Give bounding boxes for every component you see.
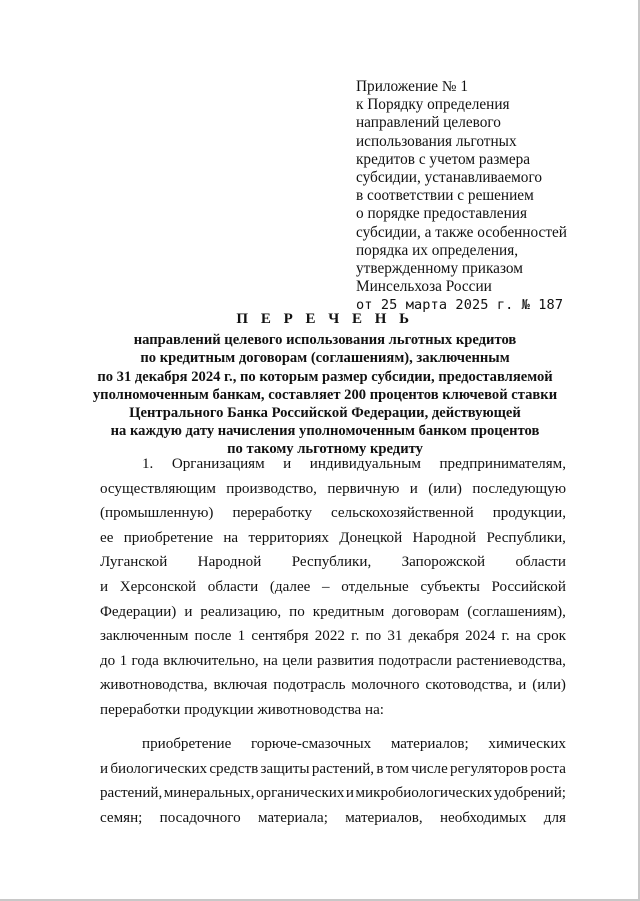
- text-line: [100, 806, 566, 831]
- word: посадочного: [159, 809, 241, 826]
- word: производство,: [226, 480, 317, 497]
- word: на: [223, 529, 239, 546]
- word: включая: [213, 677, 268, 694]
- word: продукции,: [492, 505, 566, 522]
- word: семян;: [100, 809, 143, 826]
- word: и: [100, 760, 109, 777]
- word: сентября: [251, 628, 309, 645]
- word: приобретение: [123, 529, 214, 546]
- word: Республики,: [486, 529, 566, 546]
- word: г.: [501, 628, 510, 645]
- text-line: [100, 732, 566, 757]
- word: года: [131, 652, 159, 669]
- word: г.: [351, 628, 360, 645]
- word: переработку: [232, 505, 312, 522]
- text-line: [100, 550, 566, 575]
- word: Организациям: [171, 456, 265, 472]
- title-line: Центрального Банка Российской Федерации, действующей: [129, 405, 521, 422]
- word: Народной: [412, 529, 477, 546]
- word: включительно,: [163, 652, 259, 669]
- word: скотоводства,: [425, 677, 513, 694]
- word: отдельные: [341, 578, 409, 595]
- word: (или): [532, 677, 566, 694]
- word: 2022: [314, 628, 345, 645]
- word: цели: [282, 652, 313, 669]
- word: и: [409, 480, 418, 497]
- appendix-line: порядка их определения,: [356, 241, 519, 259]
- word: Республики,: [291, 554, 372, 571]
- text-line: [100, 600, 566, 625]
- word: удобрений;: [493, 785, 566, 802]
- title-line: по 31 декабря 2024 г., по которым размер субсидии, предоставляемой: [97, 368, 553, 385]
- word: и: [518, 677, 527, 694]
- word: Луганской: [100, 554, 168, 571]
- word: Народной: [197, 554, 262, 571]
- text-line: [100, 698, 566, 723]
- appendix-line: к Порядку определения: [356, 96, 510, 114]
- appendix-line: кредитов с учетом размера: [356, 150, 531, 168]
- appendix-order-date-number: от 25 марта 2025 г. № 187: [356, 297, 564, 314]
- word: том: [385, 760, 409, 777]
- word: осуществляющим: [100, 480, 216, 497]
- word: декабря: [408, 628, 459, 645]
- word: 1.: [142, 456, 154, 472]
- word: последующую: [472, 480, 566, 497]
- word: срок: [536, 628, 566, 645]
- appendix-line: субсидии, а также особенностей: [356, 223, 567, 241]
- appendix-line: о порядке предоставления: [356, 205, 527, 223]
- word: развития: [317, 652, 375, 669]
- word: 1: [119, 652, 128, 669]
- text-line: [100, 477, 566, 502]
- word: числе: [411, 760, 448, 777]
- word: молочного: [351, 677, 420, 694]
- word: индивидуальным: [309, 456, 421, 472]
- word: биологических: [110, 760, 208, 777]
- word: –: [322, 578, 330, 595]
- word: подотрасли: [378, 652, 452, 669]
- text-line: [100, 575, 566, 600]
- word: области: [207, 578, 259, 595]
- text-line: [100, 781, 566, 806]
- word: Российской: [491, 578, 566, 595]
- word: и: [345, 785, 354, 802]
- word: минеральных,: [163, 785, 255, 802]
- word: приобретение: [142, 736, 232, 752]
- text-line: [100, 649, 566, 674]
- word: заключенным: [100, 628, 189, 645]
- word: кредитным: [312, 603, 385, 620]
- word: ее: [100, 529, 114, 546]
- title-line: на каждую дату начисления уполномоченным банком процентов: [110, 423, 540, 440]
- paragraph-2: [100, 732, 566, 830]
- word: на: [263, 652, 278, 669]
- word: Херсонской: [119, 578, 197, 595]
- word: договорам: [392, 603, 460, 620]
- word: (промышленную): [100, 505, 214, 522]
- text-line: [100, 452, 566, 477]
- word: первичную: [327, 480, 400, 497]
- word: на: [515, 628, 531, 645]
- paragraph-1: [100, 452, 566, 723]
- appendix-line: утвержденному приказом: [356, 260, 523, 278]
- title-line: уполномоченным банкам, составляет 200 процентов ключевой ставки: [92, 386, 558, 403]
- word: Федерации): [100, 603, 177, 620]
- text-line: [100, 673, 566, 698]
- word: реализацию,: [200, 603, 282, 620]
- appendix-header: [356, 78, 616, 315]
- appendix-line: в соответствии с решением: [356, 187, 534, 205]
- word: (или): [428, 480, 462, 497]
- word: микробиологических: [355, 785, 493, 802]
- document-title: [90, 310, 560, 459]
- title-line: по такому льготному кредиту: [227, 441, 423, 458]
- word: по: [365, 628, 382, 645]
- word: горюче-смазочных: [250, 736, 372, 752]
- word: 2024: [465, 628, 496, 645]
- appendix-line: Минсельхоза России: [356, 278, 492, 296]
- word: (соглашениям),: [467, 603, 566, 620]
- word: растений,: [100, 785, 163, 802]
- word: животноводства,: [100, 677, 208, 694]
- title-line: направлений целевого использования льготных кредитов: [133, 332, 517, 349]
- word: и: [283, 456, 292, 472]
- appendix-line: направлений целевого: [356, 114, 501, 132]
- text-line: [100, 757, 566, 782]
- text-line: [100, 526, 566, 551]
- appendix-line: субсидии, устанавливаемого: [356, 169, 542, 187]
- word: для: [543, 809, 566, 826]
- text-line: [100, 501, 566, 526]
- word: растениеводства,: [456, 652, 566, 669]
- word: защиты: [260, 760, 310, 777]
- word: органических: [255, 785, 345, 802]
- word: растений,: [311, 760, 375, 777]
- title-heading: П Е Р Е Ч Е Н Ь: [236, 311, 414, 327]
- word: после: [194, 628, 232, 645]
- word: по: [289, 603, 305, 620]
- text-line: [100, 624, 566, 649]
- word: материалов,: [345, 809, 423, 826]
- word: области: [515, 554, 566, 571]
- word: и: [184, 603, 193, 620]
- word: Запорожской: [401, 554, 486, 571]
- word: материала;: [257, 809, 328, 826]
- title-line: по кредитным договорам (соглашениям), заключенным: [140, 350, 510, 367]
- appendix-line: использования льготных: [356, 132, 517, 150]
- word: предпринимателям,: [439, 456, 566, 472]
- word: территориях: [248, 529, 329, 546]
- word: до: [100, 652, 116, 669]
- appendix-line: Приложение № 1: [356, 78, 468, 95]
- word: и: [100, 578, 109, 595]
- word: в: [376, 760, 384, 777]
- word: средств: [209, 760, 259, 777]
- word: регуляторов: [450, 760, 529, 777]
- word: химических: [488, 736, 566, 752]
- word: Донецкой: [339, 529, 403, 546]
- word: субъекты: [420, 578, 480, 595]
- word: 31: [387, 628, 403, 645]
- word: переработки продукции животноводства на:: [100, 701, 384, 718]
- word: материалов;: [390, 736, 469, 752]
- word: необходимых: [439, 809, 527, 826]
- word: роста: [530, 760, 566, 777]
- word: (далее: [269, 578, 311, 595]
- word: 1: [237, 628, 246, 645]
- word: подотрасль: [273, 677, 346, 694]
- word: сельскохозяйственной: [330, 505, 474, 522]
